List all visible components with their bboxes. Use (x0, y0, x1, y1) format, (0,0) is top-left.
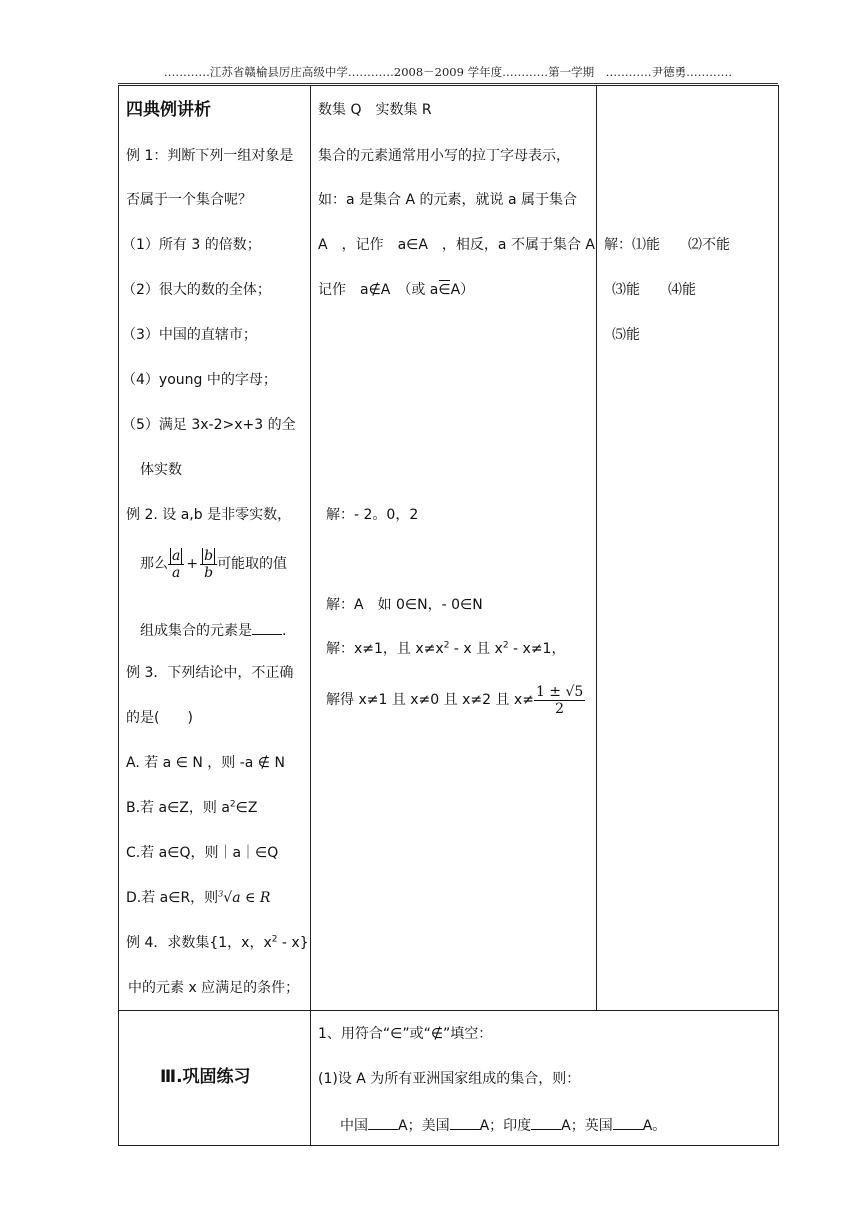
answers-line-3: ⑸能 (612, 327, 640, 343)
solution-example-3: 解：A 如 0∈N，- 0∈N (326, 597, 483, 613)
example-1-item-2: （2）很大的数的全体； (122, 282, 271, 298)
option-b-text: B.若 a∈Z，则 a (126, 800, 230, 816)
solution-example-4-line-2 (326, 680, 585, 720)
row-divider (118, 1010, 779, 1011)
section-heading: 四典例讲析 (126, 100, 211, 120)
usa-label: A；美国 (398, 1118, 450, 1134)
solution-example-4-line-1: 解：x≠1，且 $x\ne x^2 - x$ 且 $x^2 - x\ne 1$， (326, 640, 566, 657)
col-divider-1 (310, 85, 311, 1146)
example-3-line-1: 例 3．下列结论中，不正确 (126, 665, 294, 681)
blank-china (368, 1115, 398, 1130)
option-d (126, 889, 270, 907)
india-label: A；印度 (479, 1118, 532, 1134)
col-divider-2 (596, 85, 597, 1010)
golden-fraction (534, 684, 585, 717)
option-c: C.若 a∈Q，则｜a｜∈Q (126, 845, 279, 861)
example-2-line-2 (140, 546, 287, 582)
practice-line-1: 1、用符合“∈”或“∉”填空： (318, 1026, 493, 1042)
cube-root: $^3$√ (218, 889, 233, 906)
example-2-suffix: 可能取的值 (217, 556, 288, 572)
example-1-line-1: 例 1：判断下列一组对象是 (126, 148, 294, 164)
example-1-item-4: （4）young 中的字母； (122, 372, 277, 388)
answer-blank (252, 620, 282, 635)
example-1-line-2: 否属于一个集合呢？ (126, 192, 252, 208)
fraction-denominator: 2 (555, 700, 565, 717)
practice-line-2: (1)设 A 为所有亚洲国家组成的集合，则： (318, 1071, 581, 1087)
example-4-end: - x} (277, 935, 309, 951)
solution-4-text: 解：x≠1，且 x≠x (326, 641, 444, 657)
option-b: B.若 a∈Z，则 $a^2\in Z$ (126, 799, 258, 816)
example-1-item-1: （1）所有 3 的倍数； (122, 237, 261, 253)
example-2-prefix: 那么 (140, 556, 168, 572)
example-1-item-3: （3）中国的直辖市； (122, 327, 257, 343)
example-1-item-5: （5）满足 3x-2>x+3 的全 (122, 417, 296, 433)
option-d-text: D.若 a∈R，则 (126, 890, 219, 906)
notes-line-2: 集合的元素通常用小写的拉丁字母表示， (318, 148, 570, 164)
notes-line-5-text: 记作 a∉A （或 a (318, 282, 439, 298)
blank-india (531, 1115, 561, 1130)
china-label: 中国 (340, 1118, 368, 1134)
page-header: …………江苏省赣榆县厉庄高级中学…………2008－2009 学年度…………第一学期 …………尹德勇………… (163, 65, 733, 79)
option-a: A. 若 a ∈ N ，则 -a ∉ N (126, 755, 285, 771)
solution-4b-text: 解得 x≠1 且 x≠0 且 x≠2 且 x≠ (326, 692, 534, 708)
option-d-math: a ∈ R (232, 890, 271, 906)
solution-example-2: 解：- 2。0，2 (326, 507, 419, 523)
element-of-symbol: ∈ (438, 282, 451, 298)
notes-line-1: 数集 Q 实数集 R (318, 102, 432, 118)
solution-4-end: - x≠1， (508, 641, 566, 657)
overlined-element-of (438, 281, 450, 299)
example-4-line-1: 例 4．求数集{1，x，$x^2 - x$} (126, 934, 309, 951)
notes-line-3: 如：a 是集合 A 的元素，就说 a 属于集合 (318, 192, 577, 208)
fraction-numerator: 1 ± √5 (535, 683, 584, 700)
notes-line-5 (318, 281, 474, 299)
example-3-line-2: 的是( ) (126, 710, 193, 726)
header-rule (118, 83, 778, 84)
uk-label: A；英国 (561, 1118, 613, 1134)
practice-line-end: A。 (642, 1118, 667, 1134)
practice-title: Ⅲ.巩固练习 (160, 1067, 251, 1087)
solution-4-mid: - x 且 x (449, 641, 503, 657)
example-2-line-1: 例 2. 设 a,b 是非零实数， (126, 507, 292, 523)
notes-line-4: A ，记作 a∈A ，相反，a 不属于集合 A (318, 237, 595, 253)
fraction-a-over-a: $\frac{a}{a}$ (168, 548, 184, 581)
answers-line-2: ⑶能 ⑷能 (612, 282, 696, 298)
example-4-line-2: 中的元素 x 应满足的条件； (128, 980, 300, 996)
practice-line-3 (340, 1115, 666, 1135)
blank-usa (450, 1115, 480, 1130)
notes-line-5-end: A） (450, 282, 475, 298)
example-2-question: 组成集合的元素是 (140, 623, 252, 639)
fraction-b-over-b: $\frac{b}{b}$ (200, 548, 217, 581)
example-2-line-3: 组成集合的元素是 . (140, 620, 286, 640)
example-1-item-5-cont: 体实数 (140, 462, 182, 478)
option-b-end: ∈Z (235, 800, 258, 816)
plus-sign: + (186, 556, 199, 572)
example-4-text: 例 4．求数集{1，x，x (126, 935, 272, 951)
blank-uk (613, 1115, 643, 1130)
answers-line-1: 解：⑴能 ⑵不能 (604, 237, 730, 253)
